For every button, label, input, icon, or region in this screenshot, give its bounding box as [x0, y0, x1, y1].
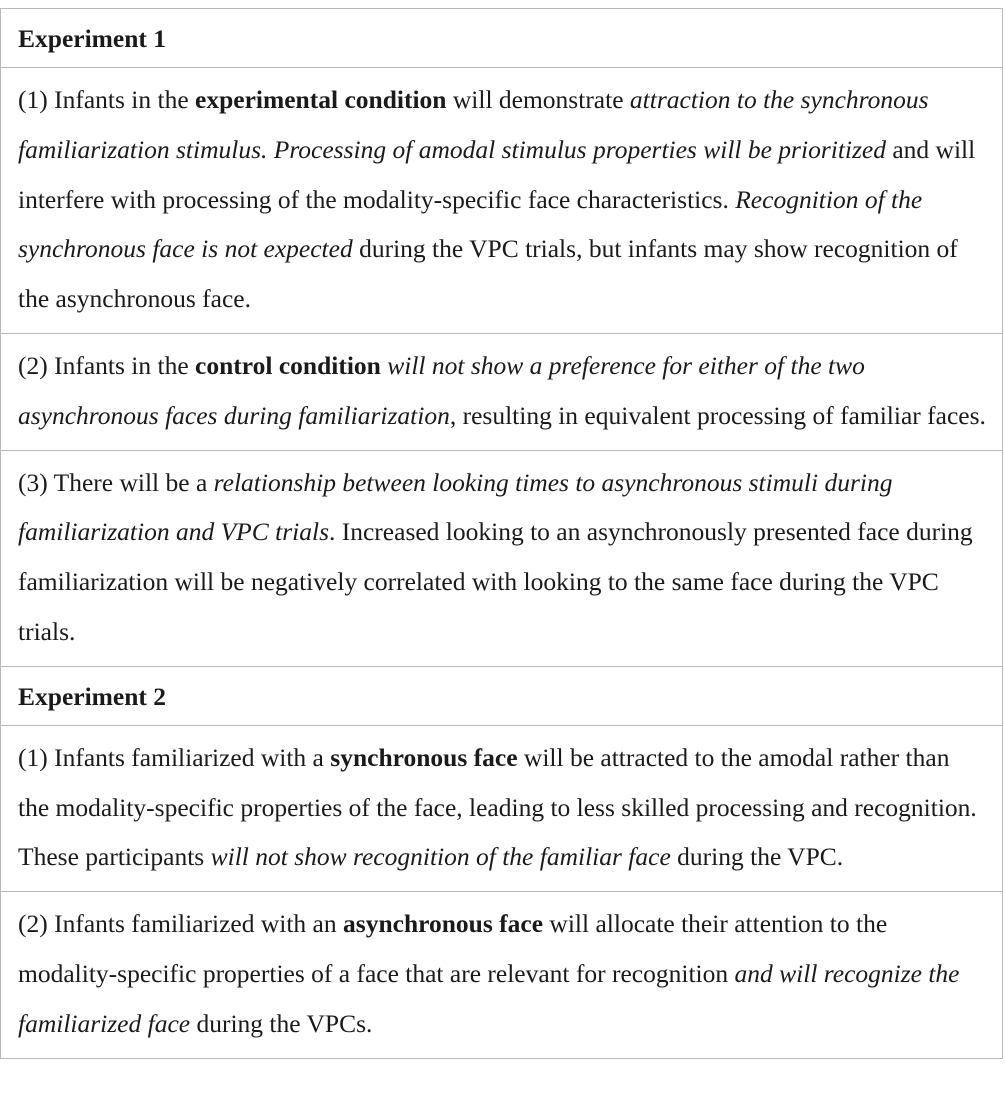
emphasis-italic: and will recognize the familiarized face — [18, 958, 960, 1038]
experiment-2-hypothesis-2 — [1, 892, 1003, 1058]
emphasis-italic: Recognition of the synchronous face is not expected — [18, 184, 923, 264]
text-run: will demonstrate — [446, 85, 630, 114]
table-row — [1, 450, 1003, 666]
text-run: during the VPC. — [670, 842, 844, 872]
emphasis-bold: experimental condition — [195, 85, 447, 114]
table-row — [1, 68, 1003, 334]
hypotheses-table — [0, 8, 1003, 1059]
experiment-1-heading: Experiment 1 — [1, 9, 1003, 68]
table-row — [1, 9, 1003, 68]
table-row — [1, 333, 1003, 450]
text-run: during the VPC trials, but infants may show recognition of the asynchronous face. — [18, 234, 958, 314]
table-row — [1, 892, 1003, 1058]
emphasis-italic: relationship between looking times to asynchronous stimuli during familiarization and VPC trials — [18, 467, 893, 547]
table-row — [1, 725, 1003, 891]
text-run: (2) Infants in the — [18, 350, 196, 380]
emphasis-italic: will not show recognition of the familiar face — [210, 842, 671, 872]
emphasis-italic: attraction to the synchronous familiarization stimulus. Processing of amodal stimulus properties will be prioritized — [18, 85, 929, 164]
text-run: will allocate their attention to the modality-specific properties of a face that are relevant for recognition — [18, 909, 888, 988]
text-run: (1) Infants in the — [18, 85, 196, 114]
emphasis-bold: asynchronous face — [343, 909, 544, 939]
emphasis-bold: synchronous face — [330, 742, 518, 772]
text-run: , resulting in equivalent processing of familiar faces. — [449, 400, 986, 430]
table-row — [1, 666, 1003, 725]
emphasis-italic: will not show a preference for either of the two asynchronous faces during familiarization — [18, 350, 865, 430]
text-run: will be attracted to the amodal rather than the modality-specific properties of the face, leading to less skilled processing and recognition. These participants — [18, 742, 977, 872]
experiment-1-hypothesis-1 — [1, 68, 1003, 334]
text-run: (2) Infants familiarized with an — [18, 909, 344, 939]
experiment-1-hypothesis-2 — [1, 333, 1003, 450]
text-run: and will interfere with processing of the modality-specific face characteristics. — [18, 134, 976, 214]
emphasis-bold: control condition — [195, 350, 381, 380]
experiment-2-heading: Experiment 2 — [1, 666, 1003, 725]
text-run: (3) There will be a — [18, 467, 214, 497]
text-run: (1) Infants familiarized with a — [18, 742, 331, 772]
experiment-1-hypothesis-3 — [1, 450, 1003, 666]
text-run: during the VPCs. — [190, 1008, 373, 1038]
text-run: . Increased looking to an asynchronously presented face during familiarization will be negatively correlated with looking to the same face during the VPC trials. — [18, 517, 973, 646]
experiment-2-hypothesis-1 — [1, 725, 1003, 891]
